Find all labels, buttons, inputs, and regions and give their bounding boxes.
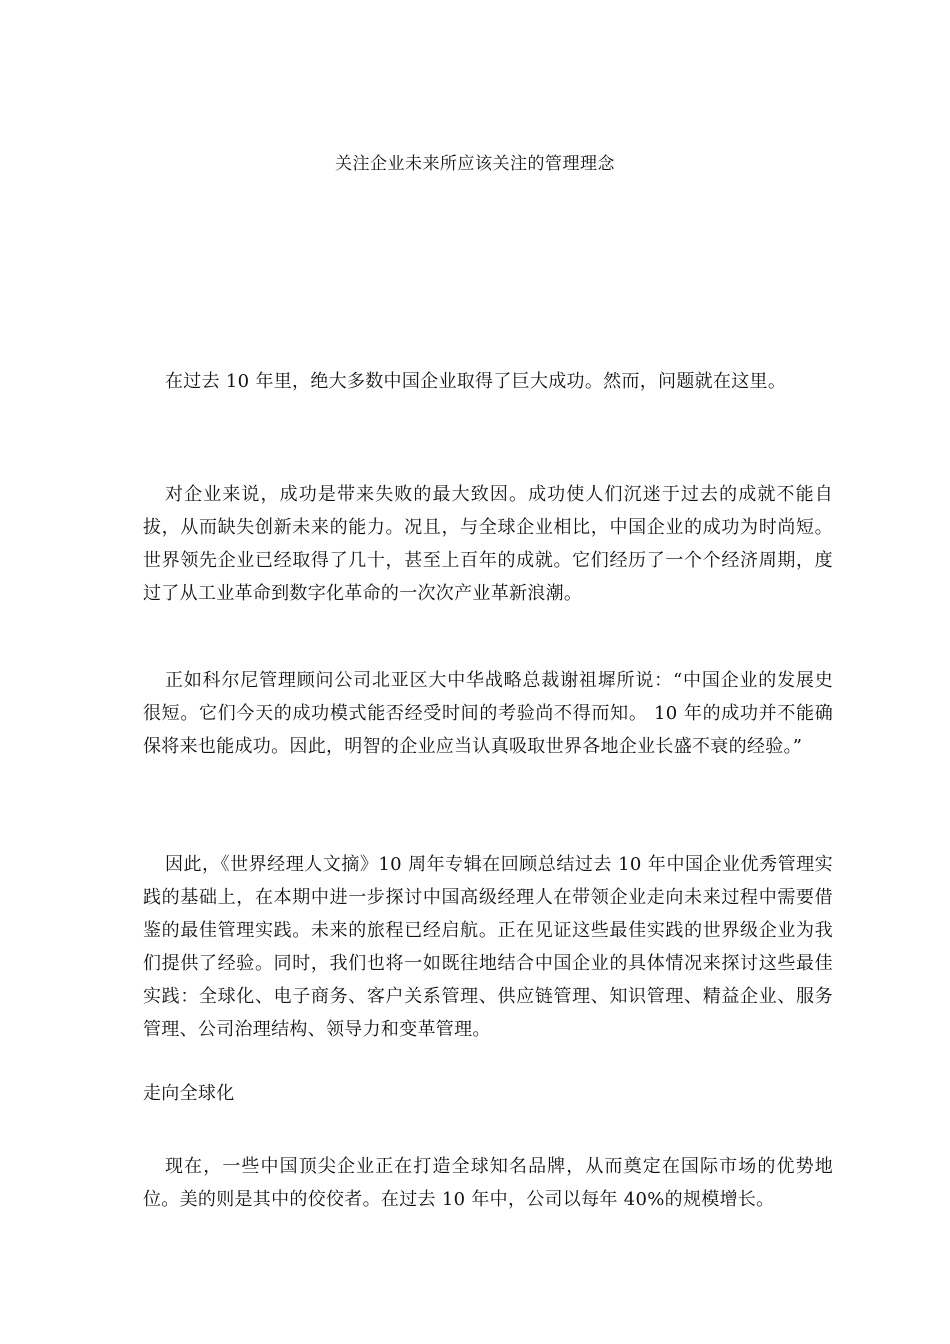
section-paragraph: 现在，一些中国顶尖企业正在打造全球知名品牌，从而奠定在国际市场的优势地位。美的则是其中的佼佼者。在过去 10 年中，公司以每年 40%的规模增长。 xyxy=(143,1156,833,1210)
section-heading: 走向全球化 xyxy=(143,1083,235,1104)
body-paragraph-1: 对企业来说，成功是带来失败的最大致因。成功使人们沉迷于过去的成就不能自拔，从而缺失创新未来的能力。况且，与全球企业相比，中国企业的成功为时尚短。世界领先企业已经取得了几十，甚至上百年的成就。它们经历了一个个经济周期，度过了从工业革命到数字化革命的一次次产业革新浪潮。 xyxy=(143,484,833,604)
body-paragraph-2: 正如科尔尼管理顾问公司北亚区大中华战略总裁谢祖墀所说：“中国企业的发展史很短。它们今天的成功模式能否经受时间的考验尚不得而知。 10 年的成功并不能确保将来也能成功。因此，明智的企业应当认真吸取世界各地企业长盛不衰的经验。” xyxy=(143,670,833,757)
document-title: 关注企业未来所应该关注的管理理念 xyxy=(335,154,615,174)
intro-paragraph: 在过去 10 年里，绝大多数中国企业取得了巨大成功。然而，问题就在这里。 xyxy=(165,371,787,392)
body-paragraph-3: 因此，《世界经理人文摘》10 周年专辑在回顾总结过去 10 年中国企业优秀管理实践的基础上，在本期中进一步探讨中国高级经理人在带领企业走向未来过程中需要借鉴的最佳管理实践。未来的旅程已经启航。正在见证这些最佳实践的世界级企业为我们提供了经验。同时，我们也将一如既往地结合中国企业的具体情况来探讨这些最佳实践：全球化、电子商务、客户关系管理、供应链管理、知识管理、精益企业、服务管理、公司治理结构、领导力和变革管理。 xyxy=(143,854,833,1040)
